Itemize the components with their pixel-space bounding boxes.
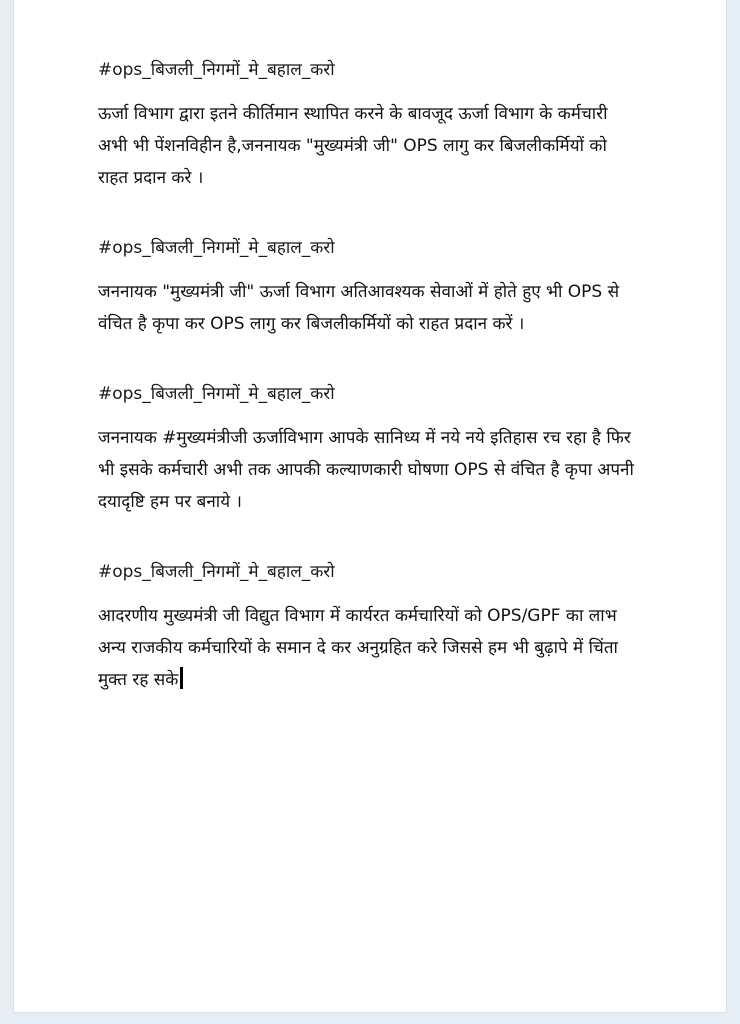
hashtag-heading: #ops_बिजली_निगमों_मे_बहाल_करो xyxy=(98,384,335,404)
text-block-4 xyxy=(98,560,638,696)
hashtag-heading: #ops_बिजली_निगमों_मे_बहाल_करो xyxy=(98,562,335,582)
text-block-1 xyxy=(98,58,638,194)
document-page xyxy=(14,0,726,1012)
document-content[interactable] xyxy=(98,58,638,738)
paragraph-text: ऊर्जा विभाग द्वारा इतने कीर्तिमान स्थापित करने के बावजूद ऊर्जा विभाग के कर्मचारी अभी भी पेंशनविहीन है,जननायक "मुख्यमंत्री जी" OPS लागु कर बिजलीकर्मियों को राहत प्रदान करे । xyxy=(98,104,608,188)
text-cursor xyxy=(180,667,183,689)
paragraph-text: जननायक "मुख्यमंत्री जी" ऊर्जा विभाग अतिआवश्यक सेवाओं में होते हुए भी OPS से वंचित है कृपा कर OPS लागु कर बिजलीकर्मियों को राहत प्रदान करें । xyxy=(98,282,620,334)
paragraph-text: जननायक #मुख्यमंत्रीजी ऊर्जाविभाग आपके सानिध्य में नये नये इतिहास रच रहा है फिर भी इसके कर्मचारी अभी तक आपकी कल्याणकारी घोषणा OPS से वंचित है कृपा अपनी दयादृष्टि हम पर बनाये । xyxy=(98,428,634,512)
text-block-3 xyxy=(98,382,638,518)
paragraph-text: आदरणीय मुख्यमंत्री जी विद्युत विभाग में कार्यरत कर्मचारियों को OPS/GPF का लाभ अन्य राजकीय कर्मचारियों के समान दे कर अनुग्रहित करे जिससे हम भी बुढ़ापे में चिंता मुक्त रह सके xyxy=(98,606,618,690)
paragraph-with-cursor[interactable] xyxy=(98,600,638,696)
hashtag-heading: #ops_बिजली_निगमों_मे_बहाल_करो xyxy=(98,238,335,258)
text-block-2 xyxy=(98,236,638,340)
hashtag-heading: #ops_बिजली_निगमों_मे_बहाल_करो xyxy=(98,60,335,80)
